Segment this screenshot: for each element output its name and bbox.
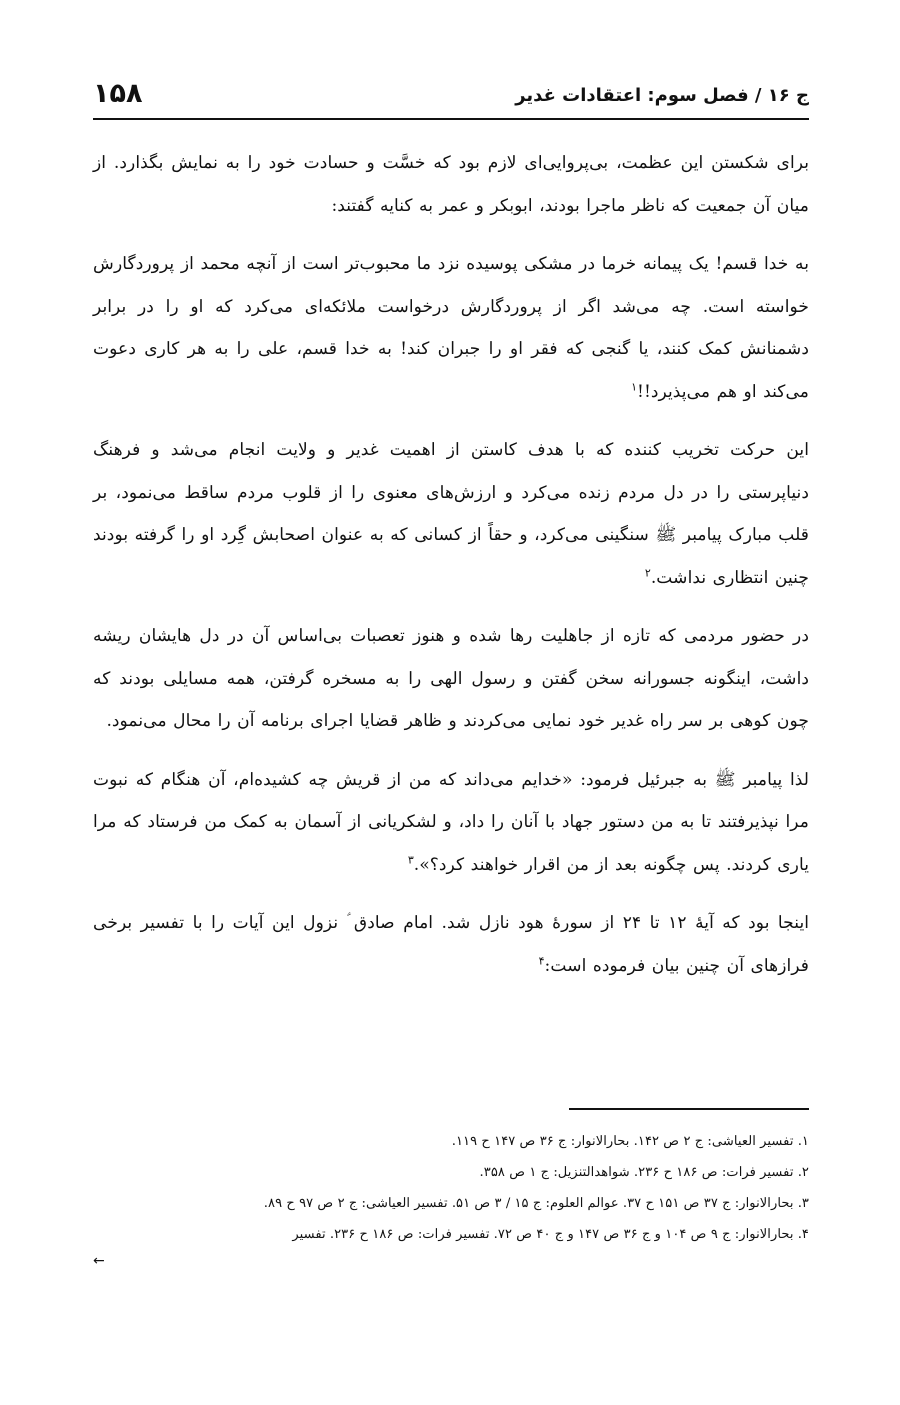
paragraph-text: این حرکت تخریب کننده که با هدف کاستن از اهمیت غدیر و ولایت انجام می‌شد و فرهنگ دنیاپرستی را در دل مردم زنده می‌کرد و ارزش‌های معنوی را از قلوب مردم ساقط می‌نمود، بر قلب مبارک پیامبر ﷺ سنگینی می‌کرد، و حقاً از کسانی که به عنوان اصحابش گِرد او را گرفته بودند چنین انتظاری نداشت. <box>93 440 809 588</box>
footnote: ۳. بحارالانوار: ج ۳۷ ص ۱۵۱ ح ۳۷. عوالم العلوم: ج ۱۵ / ۳ ص ۵۱. تفسیر العیاشی: ج ۲ ص ۹۷ ح ۸۹. <box>263 1196 809 1211</box>
running-head: ج ۱۶ / فصل سوم: اعتقادات غدیر <box>515 85 809 106</box>
footnote: ۴. بحارالانوار: ج ۹ ص ۱۰۴ و ج ۳۶ ص ۱۴۷ و ج ۴۰ ص ۷۲. تفسیر فرات: ص ۱۸۶ ح ۲۳۶. تفسیر <box>292 1227 809 1242</box>
paragraph <box>93 429 809 599</box>
paragraph-text: لذا پیامبر ﷺ به جبرئیل فرمود: «خدایم می‌داند که من از قریش چه کشیده‌ام، آن هنگام که نبوت مرا نپذیرفتند تا به من دستور جهاد با آنان را داد، و لشکریانی از آسمان به کمک من فرستاد که مرا یاری کردند. پس چگونه بعد از من اقرار خواهند کرد؟». <box>93 769 809 875</box>
footnote-ref[interactable]: ۴ <box>538 953 545 967</box>
paragraph-text: برای شکستن این عظمت، بی‌پروایی‌ای لازم بود که خسَّت و حسادت خود را به نمایش بگذارد. از میان آن جمعیت که ناظر ماجرا بودند، ابوبکر و عمر به کنایه گفتند: <box>93 153 809 216</box>
book-page <box>93 0 809 1405</box>
footnotes <box>93 1126 809 1272</box>
header-divider <box>93 118 809 120</box>
paragraph-text: به خدا قسم! یک پیمانه خرما در مشکی پوسیده نزد ما محبوب‌تر است از آنچه محمد از پروردگارش خواسته است. چه می‌شد اگر از پروردگارش درخواست ملائکه‌ای می‌کرد که او را در برابر دشمنانش کمک کنند، یا گنجی که فقر او را جبران کند! به خدا قسم، علی را به هر کاری دعوت می‌کند او هم می‌پذیرد!! <box>93 254 809 402</box>
paragraph <box>93 615 809 743</box>
footnote-divider <box>569 1108 809 1110</box>
page-header <box>93 70 809 110</box>
footnote: ۲. تفسیر فرات: ص ۱۸۶ ح ۲۳۶. شواهدالتنزیل: ج ۱ ص ۳۵۸. <box>479 1165 809 1180</box>
paragraph <box>93 759 809 887</box>
footnote-ref[interactable]: ۲ <box>644 565 651 579</box>
paragraph <box>93 902 809 987</box>
paragraph-text: در حضور مردمی که تازه از جاهلیت رها شده و هنوز تعصبات بی‌اساس آن در دل هایشان ریشه داشت، اینگونه جسورانه سخن گفتن و رسول الهی را به مسخره گرفتن، همه مسایلی بودند که چون کوهی بر سر راه غدیر خود نمایی می‌کردند و ظاهر قضایا اجرای برنامه آن را محال می‌نمود. <box>93 626 809 731</box>
paragraph-text: اینجا بود که آیهٔ ۱۲ تا ۲۴ از سورهٔ هود نازل شد. امام صادق ؑ نزول این آیات را با تفسیر برخی فرازهای آن چنین بیان فرموده است: <box>93 913 810 976</box>
footnote-ref[interactable]: ۱ <box>631 379 638 393</box>
footnote-ref[interactable]: ۳ <box>407 852 414 866</box>
paragraph <box>93 243 809 413</box>
paragraph <box>93 142 809 227</box>
body-text <box>93 142 809 1003</box>
footnote: ۱. تفسیر العیاشی: ج ۲ ص ۱۴۲. بحارالانوار: ج ۳۶ ص ۱۴۷ ح ۱۱۹. <box>451 1134 809 1149</box>
page-number: ۱۵۸ <box>93 78 143 109</box>
continuation-arrow-icon: ← <box>93 1253 105 1269</box>
